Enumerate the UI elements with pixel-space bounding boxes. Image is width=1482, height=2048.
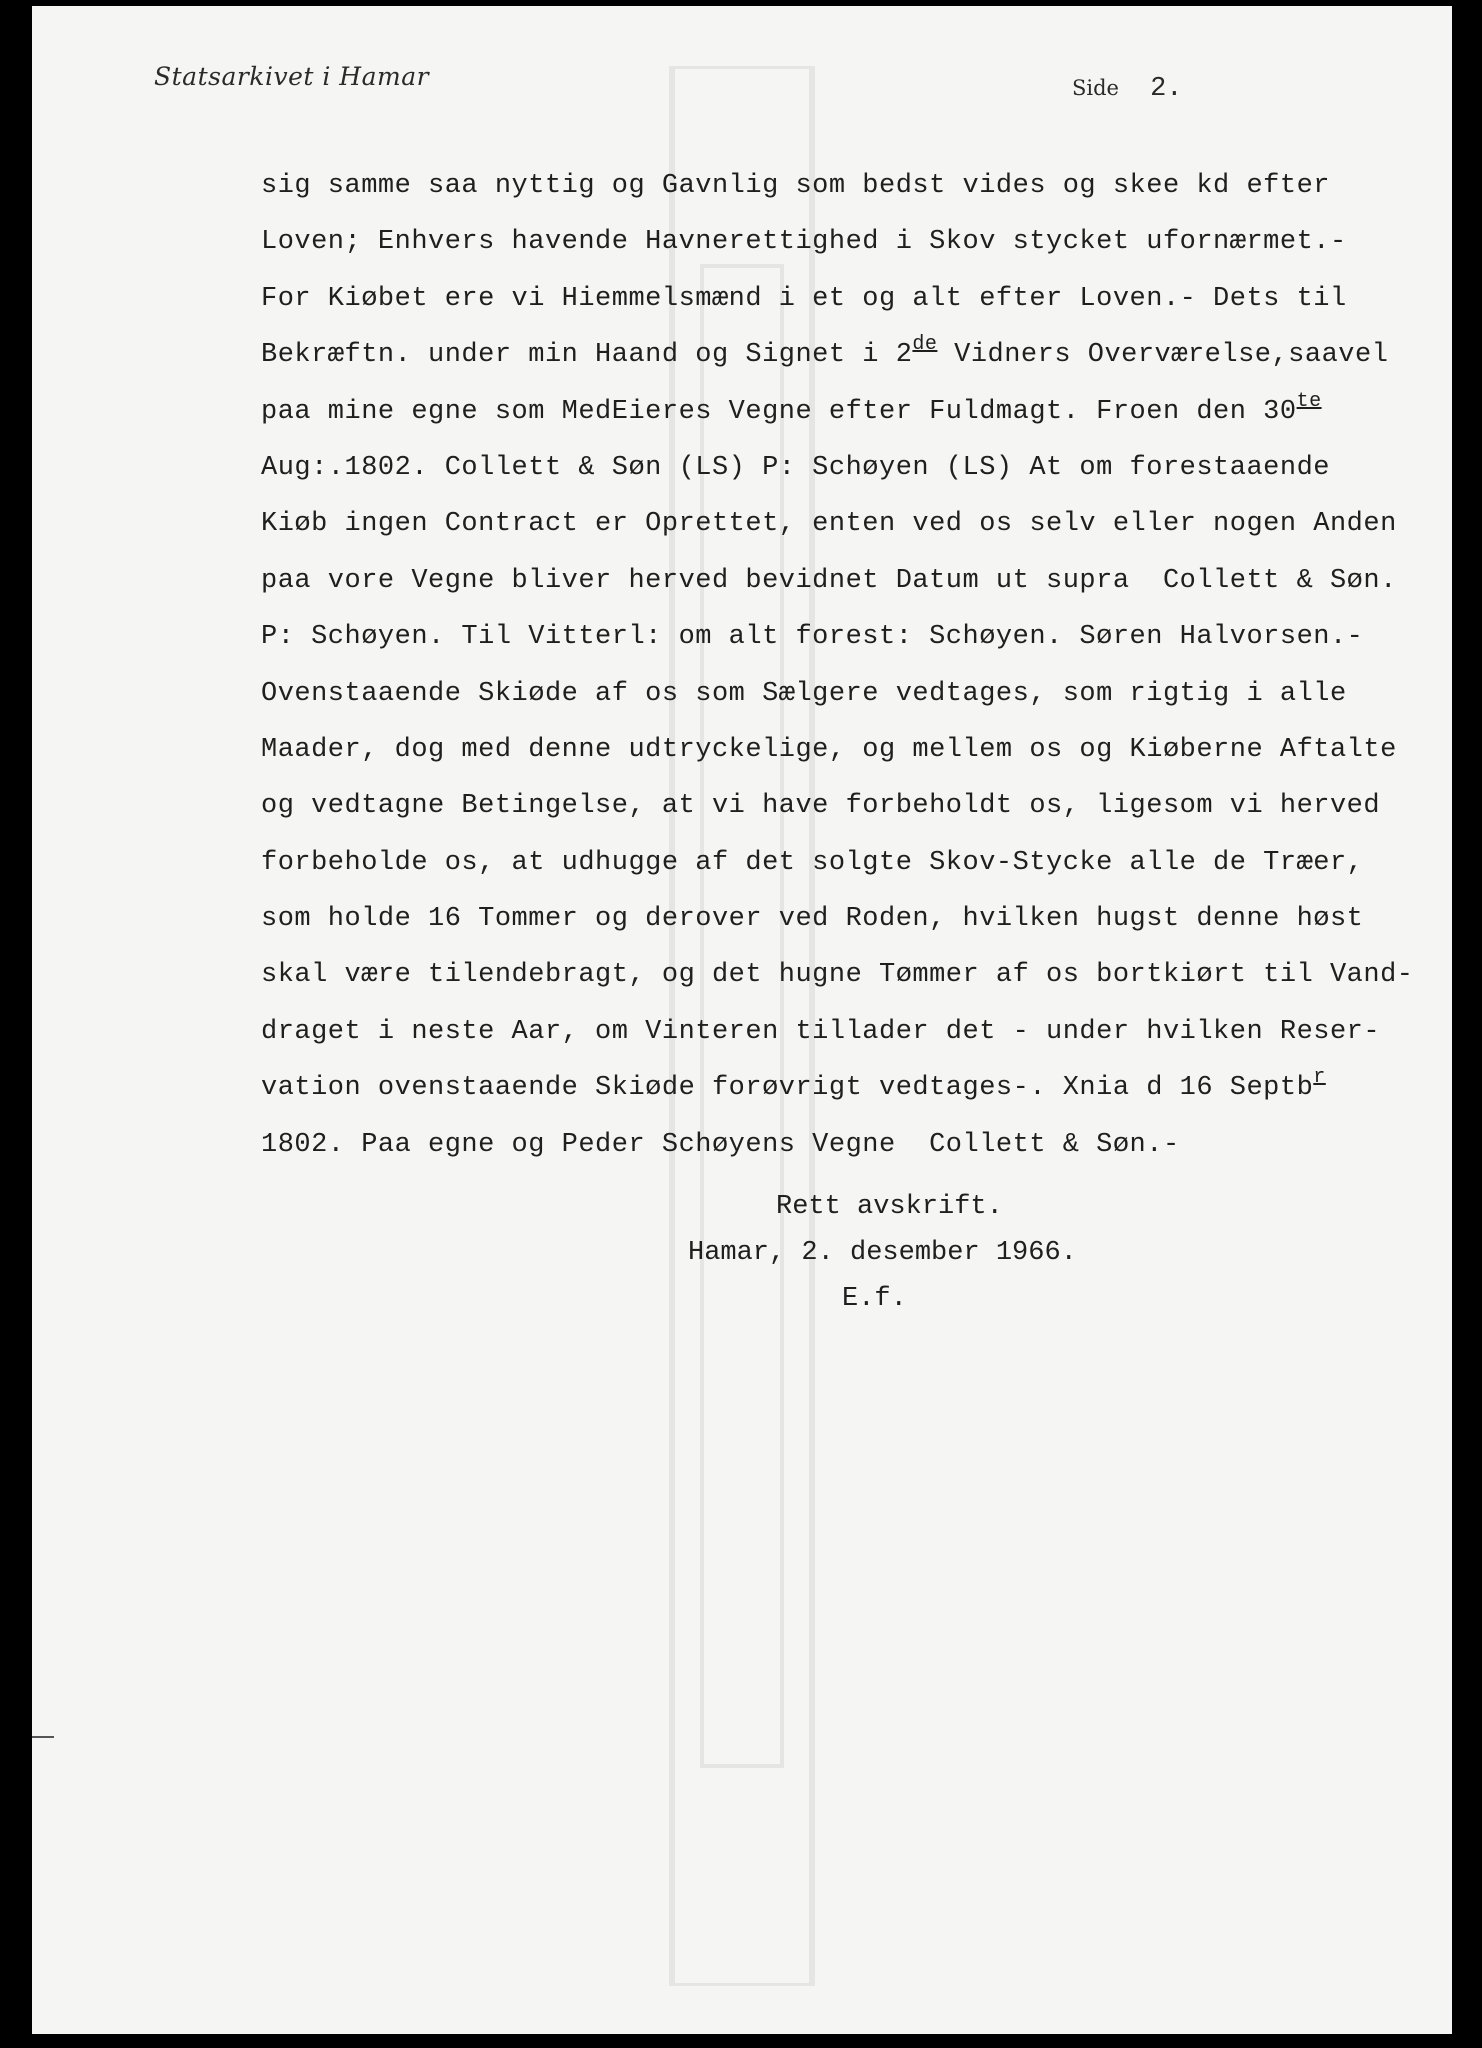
text-line: paa vore Vegne bliver herved bevidnet Datum ut supra Collett & Søn. — [261, 565, 1397, 596]
text-line: For Kiøbet ere vi Hiemmelsmænd i et og alt efter Loven.- Dets til — [261, 283, 1347, 314]
text-line: Loven; Enhvers havende Havnerettighed i Skov stycket ufornærmet.- — [261, 227, 1347, 258]
text-line: skal være tilendebragt, og det hugne Tømmer af os bortkiørt til Vand- — [261, 960, 1414, 991]
text-line: 1802. Paa egne og Peder Schøyens Vegne Collett & Søn.- — [261, 1129, 1180, 1160]
superscript-abbreviation: te — [1296, 389, 1322, 413]
text-line: draget i neste Aar, om Vinteren tillader det - under hvilken Reser- — [261, 1016, 1381, 1047]
margin-mark — [32, 1736, 54, 1738]
text-line: forbeholde os, at udhugge af det solgte Skov-Stycke alle de Træer, — [261, 847, 1364, 878]
text-line — [261, 384, 1441, 440]
text-line — [261, 1060, 1441, 1116]
text-line-main: vation ovenstaaende Skiøde forøvrigt vedtages-. Xnia d 16 Septb — [261, 1073, 1314, 1104]
side-label: Side — [1072, 76, 1119, 100]
text-line — [261, 327, 1441, 383]
place-date-line: Hamar, 2. desember 1966. — [688, 1238, 1077, 1268]
superscript-abbreviation: r — [1313, 1066, 1326, 1090]
text-line: som holde 16 Tommer og derover ved Roden, hvilken hugst denne høst — [261, 904, 1364, 935]
text-line: P: Schøyen. Til Vitterl: om alt forest: Schøyen. Søren Halvorsen.- — [261, 622, 1364, 653]
page-number — [1072, 74, 1182, 104]
certification-line: Rett avskrift. — [776, 1192, 1003, 1222]
text-line: og vedtagne Betingelse, at vi have forbeholdt os, ligesom vi herved — [261, 791, 1381, 822]
text-line: Aug:.1802. Collett & Søn (LS) P: Schøyen (LS) At om forestaaende — [261, 452, 1330, 483]
text-line: Maader, dog med denne udtryckelige, og mellem os og Kiøberne Aftalte — [261, 734, 1397, 765]
archive-name: Statsarkivet i Hamar — [154, 62, 430, 91]
text-line: Kiøb ingen Contract er Oprettet, enten ved os selv eller nogen Anden — [261, 509, 1397, 540]
side-number: 2. — [1150, 74, 1183, 104]
text-line: sig samme saa nyttig og Gavnlig som bedst vides og skee kd efter — [261, 171, 1330, 201]
text-line-continuation: Vidners Overværelse,saavel — [937, 340, 1389, 371]
document-page — [32, 6, 1452, 2034]
text-line-main: Bekræftn. under min Haand og Signet i 2 — [261, 340, 913, 371]
text-line: Ovenstaaende Skiøde af os som Sælgere vedtages, som rigtig i alle — [261, 678, 1347, 709]
transcription-body — [261, 158, 1441, 1173]
text-line-main: paa mine egne som MedEieres Vegne efter Fuldmagt. Froen den 30 — [261, 396, 1297, 427]
initials-line: E.f. — [842, 1284, 907, 1314]
superscript-abbreviation: de — [912, 333, 938, 357]
